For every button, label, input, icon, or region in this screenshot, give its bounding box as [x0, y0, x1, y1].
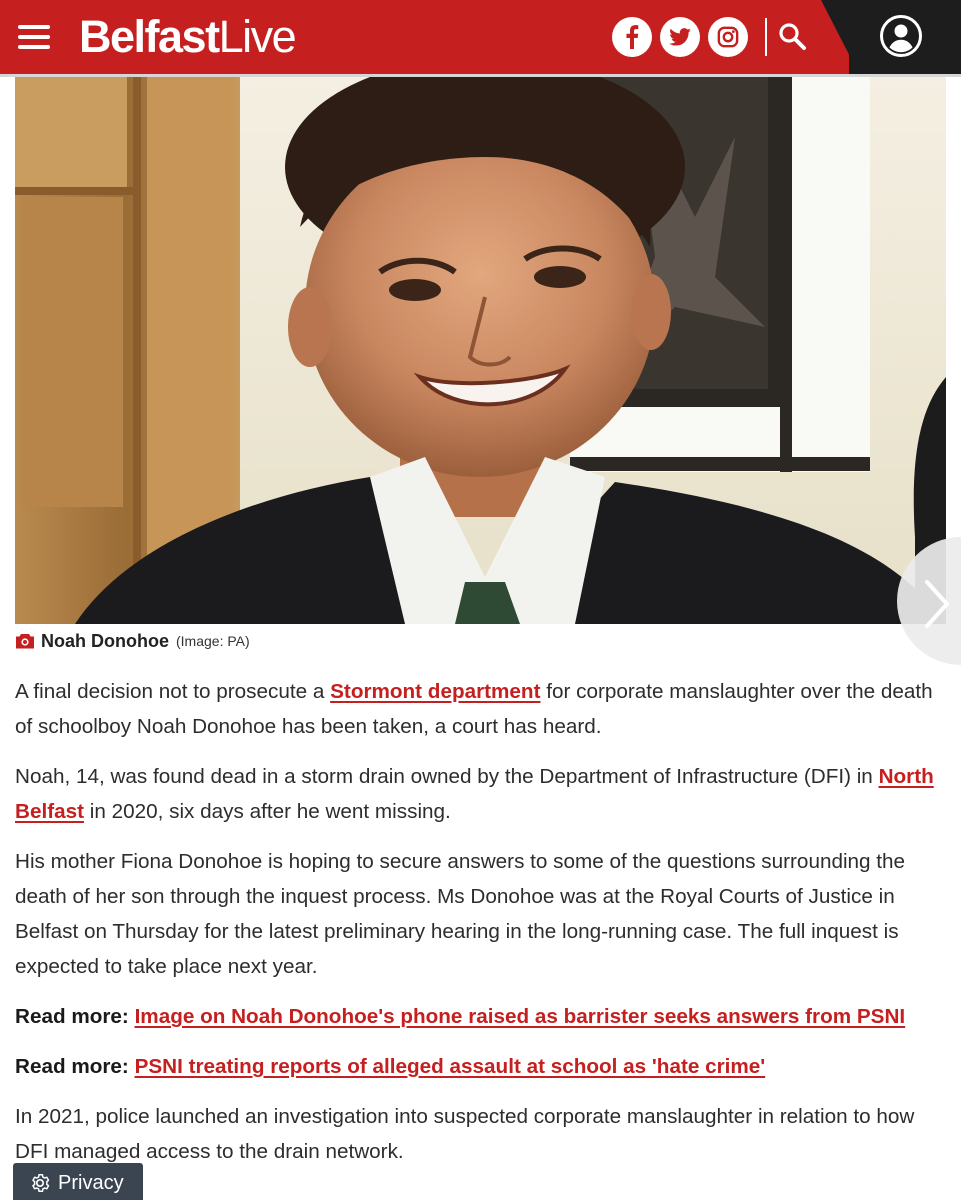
article-paragraph: In 2021, police launched an investigation into suspected corporate manslaughter in relation to how DFI managed access to the drain network. — [15, 1105, 915, 1163]
read-more-label: Read more: — [15, 1005, 129, 1028]
article-paragraph: His mother Fiona Donohoe is hoping to secure answers to some of the questions surrounding the death of her son through the inquest process. Ms Donohoe was at the Royal Courts of Justice in Belfast on Thursday for the latest preliminary hearing in the long-running case. The full inquest is expected to take place next year. — [15, 850, 906, 978]
paragraph-text: in 2020, six days after he went missing. — [83, 800, 451, 823]
paragraph-text: A final decision not to prosecute a — [15, 680, 331, 703]
user-account-icon[interactable] — [879, 14, 923, 58]
logo-bold-text: Belfast — [79, 11, 219, 62]
logo-light-text: Live — [218, 11, 296, 62]
article-hero-image — [15, 77, 946, 624]
privacy-settings-button[interactable] — [13, 1163, 143, 1200]
read-more-item — [15, 999, 946, 1034]
article-paragraph — [15, 759, 946, 829]
article-paragraph — [15, 674, 946, 744]
paragraph-text: for corporate manslaughter over the death of schoolboy Noah Donohoe has been taken, a court has heard. — [15, 680, 933, 738]
hamburger-line — [18, 25, 50, 29]
camera-icon — [15, 633, 35, 649]
read-more-label: Read more: — [15, 1055, 129, 1078]
north-belfast-link[interactable]: North Belfast — [15, 765, 934, 823]
site-logo[interactable] — [79, 12, 295, 62]
hamburger-line — [18, 45, 50, 49]
header-vertical-divider — [765, 18, 767, 56]
gear-icon — [29, 1172, 51, 1194]
search-icon[interactable] — [777, 21, 809, 53]
privacy-label: Privacy — [58, 1171, 124, 1194]
hamburger-icon[interactable] — [18, 25, 50, 49]
caption-credit: (Image: PA) — [176, 633, 250, 649]
read-more-link[interactable]: Image on Noah Donohoe's phone raised as barrister seeks answers from PSNI — [134, 1005, 906, 1028]
article-body — [15, 674, 946, 1184]
hamburger-line — [18, 35, 50, 39]
image-caption — [15, 628, 250, 654]
instagram-icon[interactable] — [708, 17, 748, 57]
twitter-icon[interactable] — [660, 17, 700, 57]
read-more-item — [15, 1049, 946, 1084]
caption-name: Noah Donohoe — [41, 630, 169, 651]
stormont-department-link[interactable]: Stormont department — [330, 680, 541, 703]
read-more-link[interactable]: PSNI treating reports of alleged assault at school as 'hate crime' — [134, 1055, 766, 1078]
facebook-icon[interactable] — [612, 17, 652, 57]
chevron-right-icon — [923, 579, 951, 629]
paragraph-text: Noah, 14, was found dead in a storm drain owned by the Department of Infrastructure (DFI) in — [15, 765, 879, 788]
